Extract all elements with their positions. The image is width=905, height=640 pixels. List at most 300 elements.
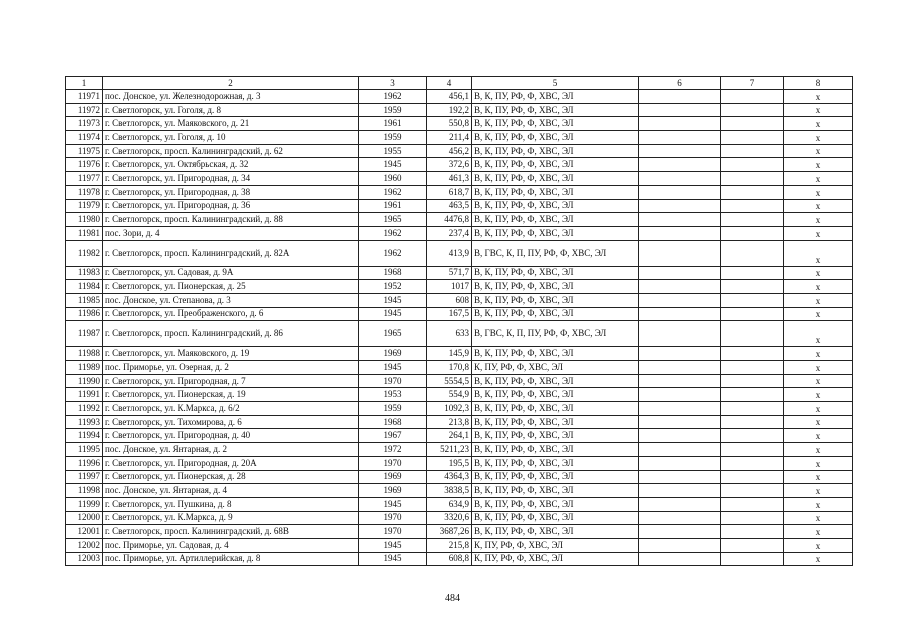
address-cell: г. Светлогорск, ул. К.Маркса, д. 9 — [103, 511, 359, 525]
table-row — [66, 266, 853, 280]
table-row — [66, 321, 853, 347]
address-cell: пос. Приморье, ул. Озерная, д. 2 — [103, 361, 359, 375]
col-8-mark-cell: x — [784, 511, 853, 525]
col-6-cell — [639, 415, 721, 429]
col-8-mark-cell: x — [784, 525, 853, 539]
year-built-cell: 1955 — [359, 144, 427, 158]
area-cell: 5554,5 — [427, 374, 472, 388]
col-6-cell — [639, 158, 721, 172]
year-built-cell: 1961 — [359, 117, 427, 131]
table-row — [66, 117, 853, 131]
address-cell: г. Светлогорск, ул. Пионерская, д. 25 — [103, 280, 359, 294]
area-cell: 372,6 — [427, 158, 472, 172]
col-7-cell — [721, 158, 784, 172]
col-7-cell — [721, 266, 784, 280]
col-6-cell — [639, 144, 721, 158]
table-row — [66, 144, 853, 158]
area-cell: 456,1 — [427, 90, 472, 104]
year-built-cell: 1962 — [359, 90, 427, 104]
table-row — [66, 103, 853, 117]
col-6-cell — [639, 429, 721, 443]
col-6-cell — [639, 213, 721, 227]
col-7-cell — [721, 511, 784, 525]
col-7-cell — [721, 538, 784, 552]
col-6-cell — [639, 321, 721, 347]
services-cell: К, ПУ, РФ, Ф, ХВС, ЭЛ — [472, 552, 639, 566]
area-cell: 463,5 — [427, 199, 472, 213]
col-6-cell — [639, 172, 721, 186]
services-cell: В, К, ПУ, РФ, Ф, ХВС, ЭЛ — [472, 484, 639, 498]
column-header-2: 2 — [103, 77, 359, 90]
table-row — [66, 307, 853, 321]
services-cell: В, К, ПУ, РФ, Ф, ХВС, ЭЛ — [472, 280, 639, 294]
register-table — [65, 76, 853, 566]
header-row — [66, 77, 853, 90]
row-number-cell: 11988 — [66, 347, 103, 361]
row-number-cell: 11983 — [66, 266, 103, 280]
col-7-cell — [721, 456, 784, 470]
col-8-mark-cell: x — [784, 470, 853, 484]
services-cell: В, К, ПУ, РФ, Ф, ХВС, ЭЛ — [472, 374, 639, 388]
col-6-cell — [639, 307, 721, 321]
year-built-cell: 1965 — [359, 321, 427, 347]
address-cell: г. Светлогорск, просп. Калининградский, д. 86 — [103, 321, 359, 347]
area-cell: 213,8 — [427, 415, 472, 429]
col-6-cell — [639, 443, 721, 457]
table-row — [66, 402, 853, 416]
area-cell: 215,8 — [427, 538, 472, 552]
col-7-cell — [721, 90, 784, 104]
col-6-cell — [639, 103, 721, 117]
area-cell: 550,8 — [427, 117, 472, 131]
col-6-cell — [639, 117, 721, 131]
area-cell: 571,7 — [427, 266, 472, 280]
col-7-cell — [721, 443, 784, 457]
services-cell: В, К, ПУ, РФ, Ф, ХВС, ЭЛ — [472, 144, 639, 158]
area-cell: 264,1 — [427, 429, 472, 443]
table-row — [66, 525, 853, 539]
year-built-cell: 1945 — [359, 158, 427, 172]
table-row — [66, 552, 853, 566]
services-cell: В, К, ПУ, РФ, Ф, ХВС, ЭЛ — [472, 199, 639, 213]
table-row — [66, 361, 853, 375]
year-built-cell: 1961 — [359, 199, 427, 213]
column-header-1: 1 — [66, 77, 103, 90]
table-row — [66, 374, 853, 388]
col-7-cell — [721, 226, 784, 240]
row-number-cell: 11980 — [66, 213, 103, 227]
table-body — [66, 77, 853, 566]
address-cell: г. Светлогорск, ул. Пионерская, д. 28 — [103, 470, 359, 484]
col-8-mark-cell: x — [784, 402, 853, 416]
year-built-cell: 1970 — [359, 374, 427, 388]
column-header-6: 6 — [639, 77, 721, 90]
services-cell: В, К, ПУ, РФ, Ф, ХВС, ЭЛ — [472, 185, 639, 199]
col-6-cell — [639, 511, 721, 525]
row-number-cell: 11991 — [66, 388, 103, 402]
col-8-mark-cell: x — [784, 199, 853, 213]
year-built-cell: 1962 — [359, 240, 427, 266]
year-built-cell: 1970 — [359, 525, 427, 539]
col-7-cell — [721, 415, 784, 429]
col-8-mark-cell: x — [784, 538, 853, 552]
column-header-3: 3 — [359, 77, 427, 90]
year-built-cell: 1945 — [359, 307, 427, 321]
col-8-mark-cell: x — [784, 347, 853, 361]
year-built-cell: 1967 — [359, 429, 427, 443]
services-cell: В, К, ПУ, РФ, Ф, ХВС, ЭЛ — [472, 347, 639, 361]
address-cell: г. Светлогорск, просп. Калининградский, д. 82А — [103, 240, 359, 266]
col-7-cell — [721, 280, 784, 294]
row-number-cell: 11973 — [66, 117, 103, 131]
area-cell: 3838,5 — [427, 484, 472, 498]
col-6-cell — [639, 538, 721, 552]
table-row — [66, 240, 853, 266]
col-8-mark-cell: x — [784, 144, 853, 158]
col-6-cell — [639, 226, 721, 240]
services-cell: К, ПУ, РФ, Ф, ХВС, ЭЛ — [472, 538, 639, 552]
table-row — [66, 90, 853, 104]
address-cell: г. Светлогорск, просп. Калининградский, д. 68В — [103, 525, 359, 539]
services-cell: В, ГВС, К, П, ПУ, РФ, Ф, ХВС, ЭЛ — [472, 321, 639, 347]
col-7-cell — [721, 470, 784, 484]
services-cell: В, К, ПУ, РФ, Ф, ХВС, ЭЛ — [472, 470, 639, 484]
col-8-mark-cell: x — [784, 172, 853, 186]
services-cell: В, К, ПУ, РФ, Ф, ХВС, ЭЛ — [472, 103, 639, 117]
row-number-cell: 11989 — [66, 361, 103, 375]
area-cell: 608,8 — [427, 552, 472, 566]
col-8-mark-cell: x — [784, 443, 853, 457]
table-row — [66, 347, 853, 361]
services-cell: В, К, ПУ, РФ, Ф, ХВС, ЭЛ — [472, 131, 639, 145]
services-cell: В, К, ПУ, РФ, Ф, ХВС, ЭЛ — [472, 525, 639, 539]
area-cell: 211,4 — [427, 131, 472, 145]
services-cell: В, К, ПУ, РФ, Ф, ХВС, ЭЛ — [472, 90, 639, 104]
col-6-cell — [639, 361, 721, 375]
row-number-cell: 11986 — [66, 307, 103, 321]
col-6-cell — [639, 185, 721, 199]
col-6-cell — [639, 280, 721, 294]
services-cell: В, К, ПУ, РФ, Ф, ХВС, ЭЛ — [472, 443, 639, 457]
col-7-cell — [721, 429, 784, 443]
area-cell: 192,2 — [427, 103, 472, 117]
row-number-cell: 11971 — [66, 90, 103, 104]
address-cell: г. Светлогорск, ул. Пригородная, д. 38 — [103, 185, 359, 199]
row-number-cell: 11997 — [66, 470, 103, 484]
col-8-mark-cell: x — [784, 131, 853, 145]
address-cell: пос. Зори, д. 4 — [103, 226, 359, 240]
services-cell: В, К, ПУ, РФ, Ф, ХВС, ЭЛ — [472, 266, 639, 280]
table-row — [66, 415, 853, 429]
table-row — [66, 388, 853, 402]
col-7-cell — [721, 321, 784, 347]
col-7-cell — [721, 293, 784, 307]
address-cell: пос. Донское, ул. Железнодорожная, д. 3 — [103, 90, 359, 104]
year-built-cell: 1945 — [359, 293, 427, 307]
row-number-cell: 11976 — [66, 158, 103, 172]
col-8-mark-cell: x — [784, 240, 853, 266]
services-cell: В, К, ПУ, РФ, Ф, ХВС, ЭЛ — [472, 511, 639, 525]
col-6-cell — [639, 456, 721, 470]
address-cell: г. Светлогорск, ул. Преображенского, д. 6 — [103, 307, 359, 321]
area-cell: 167,5 — [427, 307, 472, 321]
year-built-cell: 1969 — [359, 484, 427, 498]
table-row — [66, 470, 853, 484]
year-built-cell: 1972 — [359, 443, 427, 457]
col-8-mark-cell: x — [784, 484, 853, 498]
services-cell: В, К, ПУ, РФ, Ф, ХВС, ЭЛ — [472, 456, 639, 470]
col-6-cell — [639, 131, 721, 145]
table-row — [66, 213, 853, 227]
services-cell: В, К, ПУ, РФ, Ф, ХВС, ЭЛ — [472, 226, 639, 240]
area-cell: 1092,3 — [427, 402, 472, 416]
table-row — [66, 226, 853, 240]
col-6-cell — [639, 525, 721, 539]
area-cell: 456,2 — [427, 144, 472, 158]
year-built-cell: 1969 — [359, 347, 427, 361]
col-6-cell — [639, 374, 721, 388]
column-header-7: 7 — [721, 77, 784, 90]
col-7-cell — [721, 402, 784, 416]
col-8-mark-cell: x — [784, 117, 853, 131]
row-number-cell: 12000 — [66, 511, 103, 525]
col-7-cell — [721, 103, 784, 117]
services-cell: В, К, ПУ, РФ, Ф, ХВС, ЭЛ — [472, 415, 639, 429]
services-cell: В, К, ПУ, РФ, Ф, ХВС, ЭЛ — [472, 213, 639, 227]
col-8-mark-cell: x — [784, 158, 853, 172]
year-built-cell: 1962 — [359, 185, 427, 199]
column-header-5: 5 — [472, 77, 639, 90]
col-6-cell — [639, 552, 721, 566]
page-number: 484 — [445, 593, 460, 604]
area-cell: 237,4 — [427, 226, 472, 240]
address-cell: г. Светлогорск, ул. Маяковского, д. 21 — [103, 117, 359, 131]
services-cell: В, К, ПУ, РФ, Ф, ХВС, ЭЛ — [472, 402, 639, 416]
column-header-8: 8 — [784, 77, 853, 90]
col-8-mark-cell: x — [784, 429, 853, 443]
row-number-cell: 11972 — [66, 103, 103, 117]
col-6-cell — [639, 240, 721, 266]
year-built-cell: 1969 — [359, 470, 427, 484]
area-cell: 634,9 — [427, 497, 472, 511]
row-number-cell: 11985 — [66, 293, 103, 307]
row-number-cell: 11984 — [66, 280, 103, 294]
row-number-cell: 12003 — [66, 552, 103, 566]
address-cell: г. Светлогорск, ул. Пригородная, д. 7 — [103, 374, 359, 388]
address-cell: г. Светлогорск, ул. Пригородная, д. 20А — [103, 456, 359, 470]
address-cell: г. Светлогорск, ул. Пушкина, д. 8 — [103, 497, 359, 511]
col-6-cell — [639, 266, 721, 280]
year-built-cell: 1962 — [359, 226, 427, 240]
row-number-cell: 11998 — [66, 484, 103, 498]
year-built-cell: 1952 — [359, 280, 427, 294]
address-cell: г. Светлогорск, ул. Маяковского, д. 19 — [103, 347, 359, 361]
table-row — [66, 484, 853, 498]
col-8-mark-cell: x — [784, 415, 853, 429]
col-7-cell — [721, 117, 784, 131]
area-cell: 3687,26 — [427, 525, 472, 539]
col-6-cell — [639, 90, 721, 104]
area-cell: 5211,23 — [427, 443, 472, 457]
col-7-cell — [721, 497, 784, 511]
row-number-cell: 11990 — [66, 374, 103, 388]
row-number-cell: 11995 — [66, 443, 103, 457]
col-8-mark-cell: x — [784, 374, 853, 388]
col-7-cell — [721, 131, 784, 145]
address-cell: г. Светлогорск, ул. Пригородная, д. 40 — [103, 429, 359, 443]
col-8-mark-cell: x — [784, 103, 853, 117]
services-cell: В, К, ПУ, РФ, Ф, ХВС, ЭЛ — [472, 293, 639, 307]
year-built-cell: 1959 — [359, 131, 427, 145]
col-6-cell — [639, 388, 721, 402]
row-number-cell: 11981 — [66, 226, 103, 240]
area-cell: 461,3 — [427, 172, 472, 186]
address-cell: пос. Донское, ул. Янтарная, д. 4 — [103, 484, 359, 498]
col-7-cell — [721, 552, 784, 566]
address-cell: г. Светлогорск, ул. Пригородная, д. 36 — [103, 199, 359, 213]
year-built-cell: 1959 — [359, 402, 427, 416]
year-built-cell: 1945 — [359, 361, 427, 375]
column-header-4: 4 — [427, 77, 472, 90]
services-cell: В, К, ПУ, РФ, Ф, ХВС, ЭЛ — [472, 497, 639, 511]
row-number-cell: 12001 — [66, 525, 103, 539]
table-row — [66, 429, 853, 443]
row-number-cell: 11982 — [66, 240, 103, 266]
year-built-cell: 1965 — [359, 213, 427, 227]
table-row — [66, 293, 853, 307]
year-built-cell: 1953 — [359, 388, 427, 402]
address-cell: г. Светлогорск, ул. Гоголя, д. 8 — [103, 103, 359, 117]
col-8-mark-cell: x — [784, 307, 853, 321]
services-cell: В, К, ПУ, РФ, Ф, ХВС, ЭЛ — [472, 388, 639, 402]
area-cell: 608 — [427, 293, 472, 307]
col-7-cell — [721, 199, 784, 213]
col-7-cell — [721, 240, 784, 266]
row-number-cell: 11994 — [66, 429, 103, 443]
col-7-cell — [721, 185, 784, 199]
row-number-cell: 11978 — [66, 185, 103, 199]
address-cell: пос. Приморье, ул. Артиллерийская, д. 8 — [103, 552, 359, 566]
year-built-cell: 1945 — [359, 538, 427, 552]
area-cell: 4476,8 — [427, 213, 472, 227]
col-6-cell — [639, 199, 721, 213]
col-8-mark-cell: x — [784, 552, 853, 566]
col-7-cell — [721, 374, 784, 388]
table-row — [66, 497, 853, 511]
services-cell: В, К, ПУ, РФ, Ф, ХВС, ЭЛ — [472, 117, 639, 131]
area-cell: 195,5 — [427, 456, 472, 470]
col-7-cell — [721, 213, 784, 227]
col-8-mark-cell: x — [784, 388, 853, 402]
address-cell: г. Светлогорск, ул. Октябрьская, д. 32 — [103, 158, 359, 172]
col-7-cell — [721, 484, 784, 498]
table-row — [66, 131, 853, 145]
year-built-cell: 1970 — [359, 456, 427, 470]
services-cell: В, К, ПУ, РФ, Ф, ХВС, ЭЛ — [472, 307, 639, 321]
services-cell: В, К, ПУ, РФ, Ф, ХВС, ЭЛ — [472, 172, 639, 186]
area-cell: 618,7 — [427, 185, 472, 199]
col-7-cell — [721, 307, 784, 321]
table-row — [66, 158, 853, 172]
row-number-cell: 11999 — [66, 497, 103, 511]
col-7-cell — [721, 347, 784, 361]
year-built-cell: 1959 — [359, 103, 427, 117]
area-cell: 3320,6 — [427, 511, 472, 525]
area-cell: 413,9 — [427, 240, 472, 266]
address-cell: пос. Приморье, ул. Садовая, д. 4 — [103, 538, 359, 552]
year-built-cell: 1970 — [359, 511, 427, 525]
area-cell: 145,9 — [427, 347, 472, 361]
row-number-cell: 11977 — [66, 172, 103, 186]
col-8-mark-cell: x — [784, 361, 853, 375]
table-row — [66, 172, 853, 186]
col-6-cell — [639, 293, 721, 307]
row-number-cell: 11993 — [66, 415, 103, 429]
table-row — [66, 443, 853, 457]
col-7-cell — [721, 388, 784, 402]
table-row — [66, 511, 853, 525]
col-7-cell — [721, 361, 784, 375]
area-cell: 1017 — [427, 280, 472, 294]
year-built-cell: 1968 — [359, 415, 427, 429]
address-cell: г. Светлогорск, просп. Калининградский, д. 62 — [103, 144, 359, 158]
address-cell: пос. Донское, ул. Степанова, д. 3 — [103, 293, 359, 307]
col-6-cell — [639, 402, 721, 416]
row-number-cell: 11979 — [66, 199, 103, 213]
row-number-cell: 11992 — [66, 402, 103, 416]
col-6-cell — [639, 484, 721, 498]
col-8-mark-cell: x — [784, 293, 853, 307]
services-cell: В, К, ПУ, РФ, Ф, ХВС, ЭЛ — [472, 429, 639, 443]
col-6-cell — [639, 470, 721, 484]
row-number-cell: 11974 — [66, 131, 103, 145]
col-8-mark-cell: x — [784, 321, 853, 347]
table-row — [66, 538, 853, 552]
area-cell: 633 — [427, 321, 472, 347]
address-cell: пос. Донское, ул. Янтарная, д. 2 — [103, 443, 359, 457]
year-built-cell: 1945 — [359, 497, 427, 511]
col-8-mark-cell: x — [784, 185, 853, 199]
address-cell: г. Светлогорск, просп. Калининградский, д. 88 — [103, 213, 359, 227]
row-number-cell: 11975 — [66, 144, 103, 158]
col-8-mark-cell: x — [784, 497, 853, 511]
col-8-mark-cell: x — [784, 90, 853, 104]
services-cell: В, К, ПУ, РФ, Ф, ХВС, ЭЛ — [472, 158, 639, 172]
year-built-cell: 1968 — [359, 266, 427, 280]
address-cell: г. Светлогорск, ул. К.Маркса, д. 6/2 — [103, 402, 359, 416]
address-cell: г. Светлогорск, ул. Пригородная, д. 34 — [103, 172, 359, 186]
col-8-mark-cell: x — [784, 226, 853, 240]
address-cell: г. Светлогорск, ул. Гоголя, д. 10 — [103, 131, 359, 145]
services-cell: В, ГВС, К, П, ПУ, РФ, Ф, ХВС, ЭЛ — [472, 240, 639, 266]
row-number-cell: 11996 — [66, 456, 103, 470]
address-cell: г. Светлогорск, ул. Тихомирова, д. 6 — [103, 415, 359, 429]
col-7-cell — [721, 144, 784, 158]
area-cell: 4364,3 — [427, 470, 472, 484]
col-8-mark-cell: x — [784, 280, 853, 294]
area-cell: 170,8 — [427, 361, 472, 375]
area-cell: 554,9 — [427, 388, 472, 402]
table-row — [66, 456, 853, 470]
table-row — [66, 185, 853, 199]
services-cell: К, ПУ, РФ, Ф, ХВС, ЭЛ — [472, 361, 639, 375]
year-built-cell: 1960 — [359, 172, 427, 186]
col-7-cell — [721, 172, 784, 186]
year-built-cell: 1945 — [359, 552, 427, 566]
address-cell: г. Светлогорск, ул. Пионерская, д. 19 — [103, 388, 359, 402]
col-7-cell — [721, 525, 784, 539]
col-6-cell — [639, 497, 721, 511]
